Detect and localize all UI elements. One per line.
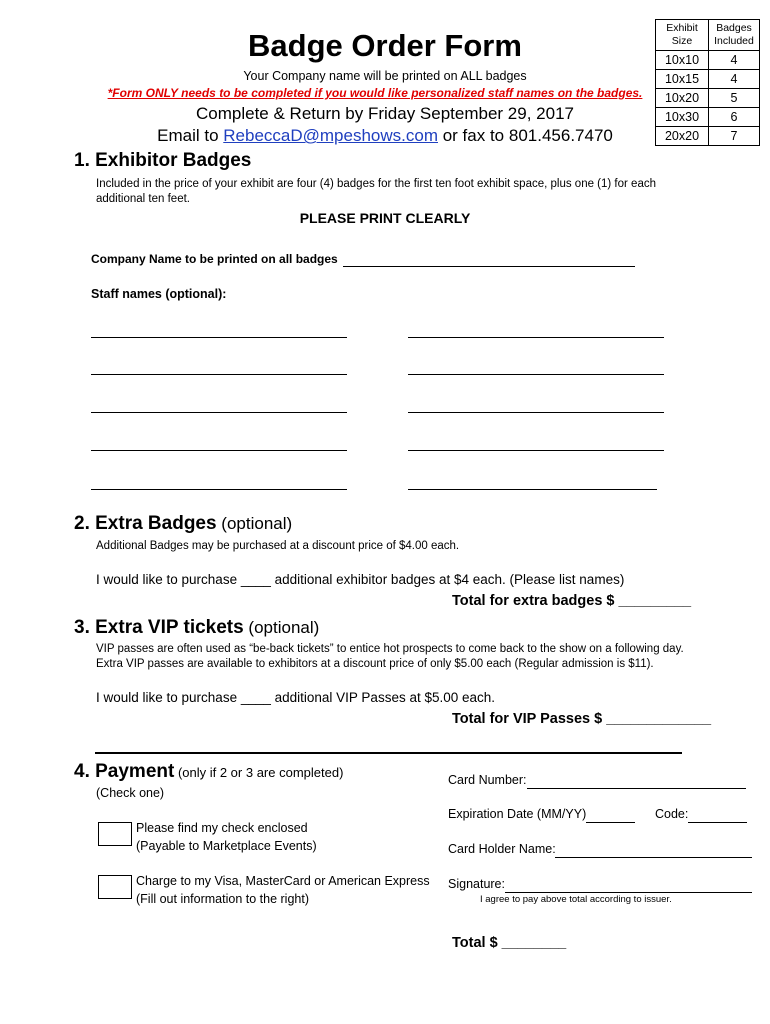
size-cell: 10x15 (656, 70, 709, 89)
staff-name-field[interactable] (91, 450, 347, 451)
email-link[interactable]: RebeccaD@mpeshows.com (223, 126, 438, 145)
section1-heading: 1. Exhibitor Badges (74, 150, 252, 171)
badge-size-table (655, 19, 760, 146)
size-cell: 20x20 (656, 127, 709, 146)
card-payment-checkbox[interactable] (98, 875, 132, 899)
staff-name-field[interactable] (91, 337, 347, 338)
code-field[interactable] (688, 822, 747, 823)
email-prefix: Email to (157, 126, 224, 145)
email-suffix: or fax to 801.456.7470 (438, 126, 613, 145)
print-clearly: PLEASE PRINT CLEARLY (299, 210, 471, 226)
check-option-text (136, 819, 317, 855)
badges-cell: 4 (709, 70, 760, 89)
section3-heading (74, 617, 319, 639)
section2-desc: Additional Badges may be purchased at a discount price of $4.00 each. (96, 540, 460, 552)
expiration-label: Expiration Date (MM/YY) (448, 807, 587, 821)
badges-cell: 6 (709, 108, 760, 127)
company-name-label: Company Name to be printed on all badges (91, 252, 338, 266)
badges-cell: 4 (709, 51, 760, 70)
staff-name-field[interactable] (408, 374, 664, 375)
extra-badges-total[interactable]: Total for extra badges $ _________ (452, 593, 692, 609)
agree-text: I agree to pay above total according to issuer. (480, 894, 672, 905)
signature-field[interactable] (505, 892, 752, 893)
size-cell: 10x20 (656, 89, 709, 108)
payment-total[interactable]: Total $ ________ (452, 935, 567, 951)
section3-desc: VIP passes are often used as “be-back tickets” to entice hot prospects to come back to the show on a following day. Extra VIP passes are available to exhibitors at a discount price of only $5.00 each (Regular admission is $11). (96, 643, 684, 670)
check-one-label: (Check one) (96, 786, 165, 800)
section2-heading (74, 513, 292, 535)
card-number-label: Card Number: (448, 773, 527, 787)
staff-name-field[interactable] (408, 450, 664, 451)
deadline-text: Complete & Return by Friday September 29, 2017 (196, 104, 574, 123)
staff-name-field[interactable] (91, 489, 347, 490)
form-subtitle: Your Company name will be printed on ALL badges (243, 69, 527, 83)
section1-desc: Included in the price of your exhibit are four (4) badges for the first ten foot exhibit space, plus one (1) for each additional ten feet. (96, 178, 656, 205)
company-name-field[interactable] (343, 266, 635, 267)
table-row (656, 51, 760, 70)
size-cell: 10x30 (656, 108, 709, 127)
badges-cell: 5 (709, 89, 760, 108)
staff-name-field[interactable] (91, 374, 347, 375)
table-row (656, 70, 760, 89)
section-divider (95, 752, 682, 754)
card-holder-label: Card Holder Name: (448, 842, 556, 856)
check-payment-checkbox[interactable] (98, 822, 132, 846)
vip-total[interactable]: Total for VIP Passes $ _____________ (452, 711, 712, 727)
section4-optional: (only if 2 or 3 are completed) (174, 765, 344, 780)
extra-badges-purchase[interactable]: I would like to purchase ____ additional exhibitor badges at $4 each. (Please list names) (96, 572, 625, 587)
staff-name-field[interactable] (408, 337, 664, 338)
check-option-line1: Please find my check enclosed (136, 821, 308, 835)
card-option-text (136, 872, 430, 908)
card-number-field[interactable] (527, 788, 746, 789)
table-row (656, 127, 760, 146)
check-option-line2: (Payable to Marketplace Events) (136, 839, 317, 853)
section4-heading (74, 761, 343, 783)
card-option-line2: (Fill out information to the right) (136, 892, 309, 906)
vip-purchase[interactable]: I would like to purchase ____ additional VIP Passes at $5.00 each. (96, 690, 496, 705)
expiration-field[interactable] (586, 822, 635, 823)
staff-name-field[interactable] (91, 412, 347, 413)
table-row (656, 89, 760, 108)
code-label: Code: (655, 807, 689, 821)
staff-names-label: Staff names (optional): (91, 287, 227, 301)
form-note: *Form ONLY needs to be completed if you would like personalized staff names on the badges. (107, 86, 643, 100)
card-option-line1: Charge to my Visa, MasterCard or American Express (136, 874, 430, 888)
signature-label: Signature: (448, 877, 505, 891)
email-line (120, 126, 650, 146)
section3-title: 3. Extra VIP tickets (74, 617, 244, 638)
badges-header: Badges Included (709, 20, 760, 51)
section4-title: 4. Payment (74, 761, 175, 782)
section3-optional: (optional) (243, 618, 320, 637)
form-title: Badge Order Form (248, 28, 522, 63)
table-row (656, 108, 760, 127)
card-holder-field[interactable] (555, 857, 752, 858)
staff-name-field[interactable] (408, 489, 657, 490)
size-cell: 10x10 (656, 51, 709, 70)
section2-title: 2. Extra Badges (74, 513, 217, 534)
section2-optional: (optional) (216, 514, 293, 533)
badges-cell: 7 (709, 127, 760, 146)
staff-name-field[interactable] (408, 412, 664, 413)
size-header: Exhibit Size (656, 20, 709, 51)
